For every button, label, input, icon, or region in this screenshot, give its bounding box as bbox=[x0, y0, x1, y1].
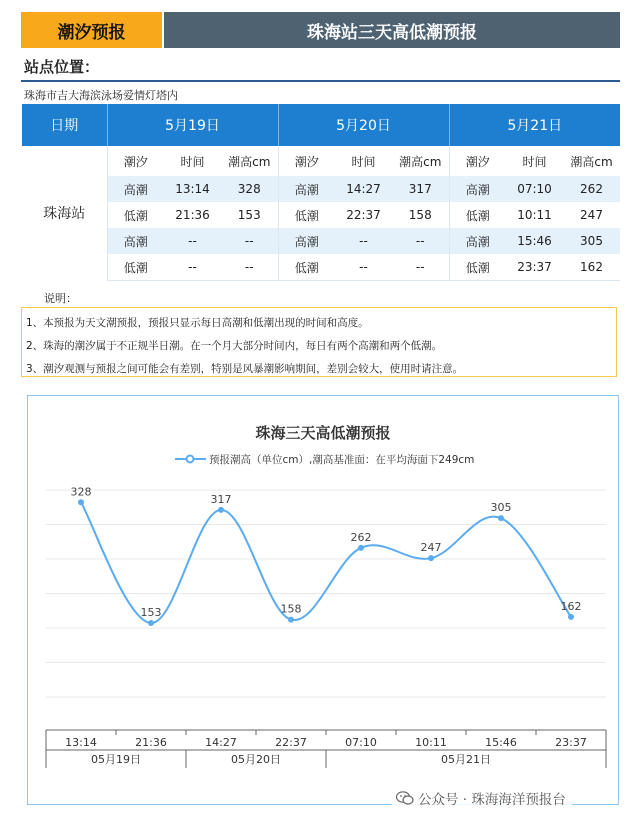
sub-header-height: 潮高cm bbox=[221, 146, 278, 176]
tide-time: 10:11 bbox=[517, 208, 552, 222]
tide-type: 高潮 bbox=[278, 228, 335, 254]
data-point bbox=[358, 545, 364, 551]
chart-title: 珠海三天高低潮预报 bbox=[255, 424, 391, 442]
notes-label: 说明： bbox=[44, 292, 77, 305]
data-point bbox=[428, 555, 434, 561]
location-label: 站点位置： bbox=[24, 58, 100, 76]
tide-height: 153 bbox=[221, 202, 278, 228]
sub-header-time: 时间 bbox=[164, 146, 221, 176]
data-point bbox=[218, 507, 224, 513]
tide-time: -- bbox=[164, 254, 221, 281]
tide-height: 305 bbox=[563, 228, 620, 254]
tide-height: 247 bbox=[580, 208, 603, 222]
sub-header-type: 潮汐 bbox=[107, 146, 164, 176]
watermark-text: 公众号 · 珠海海洋预报台 bbox=[418, 792, 566, 808]
data-point bbox=[568, 614, 574, 620]
data-label: 153 bbox=[140, 606, 162, 620]
x-tick-label: 15:46 bbox=[485, 736, 517, 749]
x-group-label: 05月19日 bbox=[91, 753, 141, 766]
note-item: 1、本预报为天文潮预报，预报只显示每日高潮和低潮出现的时间和高度。 bbox=[26, 317, 369, 329]
tide-time: 07:10 bbox=[506, 176, 563, 202]
tide-time: 21:36 bbox=[175, 208, 210, 222]
data-label: 247 bbox=[420, 541, 442, 555]
x-tick-label: 14:27 bbox=[205, 736, 237, 749]
tide-height: 262 bbox=[563, 176, 620, 202]
data-label: 328 bbox=[70, 485, 92, 499]
sub-header-time: 时间 bbox=[506, 146, 563, 176]
date-header-2: 5月20日 bbox=[278, 104, 449, 146]
tide-time: -- bbox=[164, 228, 221, 254]
note-item: 2、珠海的潮汐属于不正规半日潮。在一个月大部分时间内，每日有两个高潮和两个低潮。 bbox=[26, 340, 443, 352]
tide-chart-svg bbox=[28, 396, 618, 804]
table-row bbox=[22, 254, 620, 281]
x-tick-label: 07:10 bbox=[345, 736, 377, 749]
location-value: 珠海市吉大海滨泳场爱情灯塔内 bbox=[24, 89, 178, 102]
station-name: 珠海站 bbox=[22, 146, 107, 281]
tide-time: -- bbox=[335, 254, 392, 281]
tide-time: -- bbox=[335, 228, 392, 254]
tide-time: 22:37 bbox=[346, 208, 381, 222]
tide-height: 162 bbox=[563, 254, 620, 281]
data-label: 158 bbox=[280, 602, 302, 616]
x-tick-label: 10:11 bbox=[415, 736, 447, 749]
date-header-1: 5月19日 bbox=[107, 104, 278, 146]
x-group-label: 05月20日 bbox=[231, 753, 281, 766]
tide-time: 15:46 bbox=[506, 228, 563, 254]
data-point bbox=[288, 617, 294, 623]
tide-height: -- bbox=[221, 254, 278, 281]
data-label: 305 bbox=[490, 501, 512, 515]
data-label: 162 bbox=[560, 599, 582, 613]
tide-type: 低潮 bbox=[123, 208, 148, 223]
date-header: 日期 bbox=[22, 104, 107, 146]
tide-type: 低潮 bbox=[449, 254, 506, 281]
data-point bbox=[148, 620, 154, 626]
note-item: 3、潮汐观测与预报之间可能会有差别，特别是风暴潮影响期间，差别会较大，使用时请注意。 bbox=[26, 363, 464, 375]
x-group-label: 05月21日 bbox=[441, 753, 491, 766]
tide-table bbox=[22, 104, 620, 281]
x-tick-label: 22:37 bbox=[275, 736, 307, 749]
x-tick-label: 13:14 bbox=[65, 736, 97, 749]
data-point bbox=[78, 499, 84, 505]
x-tick-label: 21:36 bbox=[135, 736, 167, 749]
watermark bbox=[392, 788, 572, 808]
tide-time: 13:14 bbox=[164, 176, 221, 202]
notes-box bbox=[21, 307, 617, 377]
tide-type: 高潮 bbox=[449, 228, 506, 254]
date-header-3: 5月21日 bbox=[449, 104, 620, 146]
tide-type: 低潮 bbox=[107, 254, 164, 281]
tide-height: -- bbox=[221, 228, 278, 254]
location-divider bbox=[21, 80, 620, 82]
sub-header-height: 潮高cm bbox=[392, 146, 449, 176]
sub-header-height: 潮高cm bbox=[563, 146, 620, 176]
legend-marker bbox=[187, 456, 194, 463]
tide-type: 高潮 bbox=[107, 228, 164, 254]
sub-header-type: 潮汐 bbox=[449, 146, 506, 176]
tide-height: 317 bbox=[392, 176, 449, 202]
wechat-icon bbox=[396, 791, 414, 805]
tide-type: 高潮 bbox=[449, 176, 506, 202]
table-row bbox=[22, 202, 620, 228]
tide-type: 高潮 bbox=[107, 176, 164, 202]
tide-type: 高潮 bbox=[278, 176, 335, 202]
table-row bbox=[22, 228, 620, 254]
tide-chart bbox=[27, 395, 619, 805]
data-label: 262 bbox=[350, 530, 372, 544]
table-row bbox=[22, 176, 620, 202]
sub-header-time: 时间 bbox=[335, 146, 392, 176]
tide-height: 328 bbox=[221, 176, 278, 202]
tide-time: 23:37 bbox=[506, 254, 563, 281]
tide-height: 158 bbox=[392, 202, 449, 228]
tide-type: 低潮 bbox=[278, 254, 335, 281]
tide-height: -- bbox=[392, 254, 449, 281]
tide-type: 低潮 bbox=[294, 208, 319, 223]
data-label: 317 bbox=[210, 492, 232, 506]
tide-time: 14:27 bbox=[335, 176, 392, 202]
series-line bbox=[81, 502, 571, 623]
page-title: 珠海站三天高低潮预报 bbox=[164, 12, 620, 48]
tab-tide-forecast[interactable]: 潮汐预报 bbox=[21, 12, 162, 48]
x-tick-label: 23:37 bbox=[555, 736, 587, 749]
tide-type: 低潮 bbox=[465, 208, 490, 223]
sub-header-type: 潮汐 bbox=[278, 146, 335, 176]
legend-label: 预报潮高（单位cm）,潮高基准面：在平均海面下249cm bbox=[209, 454, 475, 466]
data-point bbox=[498, 515, 504, 521]
tide-height: -- bbox=[392, 228, 449, 254]
